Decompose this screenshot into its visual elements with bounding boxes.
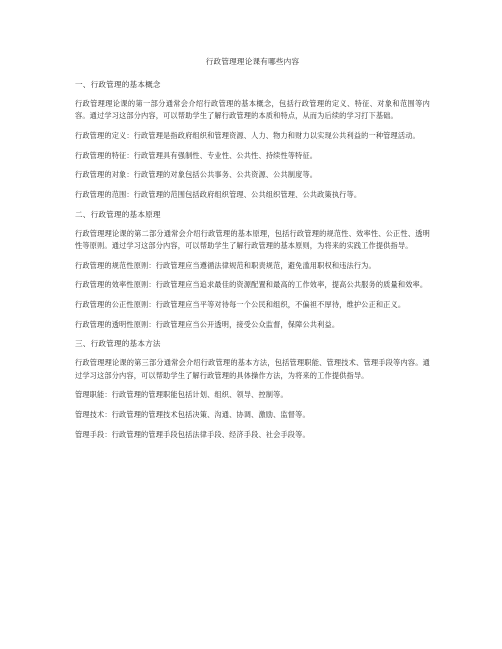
paragraph: 行政管理的效率性原则：行政管理应当追求最佳的资源配置和最高的工作效率，提高公共服务的质量和效率。: [75, 280, 428, 290]
paragraph: 行政管理的对象：行政管理的对象包括公共事务、公共资源、公共制度等。: [75, 170, 318, 180]
document-title: 行政管理理论课有哪些内容: [205, 57, 300, 66]
paragraph: 行政管理的定义：行政管理是指政府组织和管理资源、人力、物力和财力以实现公共利益的一种管理活动。: [75, 130, 420, 140]
paragraph: 管理职能：行政管理的管理职能包括计划、组织、领导、控制等。: [75, 390, 288, 400]
paragraph: 行政管理理论课的第三部分通常会介绍行政管理的基本方法，包括管理职能、管理技术、管理手段等内容。通过学习这部分内容，可以帮助学生了解行政管理的具体操作方法，为将来的工作提供指导。: [75, 358, 430, 380]
section-heading: 二、行政管理的基本原理: [75, 209, 161, 219]
paragraph: 行政管理的特征：行政管理具有强制性、专业性、公共性、持续性等特征。: [75, 150, 318, 160]
section-heading: 一、行政管理的基本概念: [75, 80, 161, 89]
paragraph: 行政管理的规范性原则：行政管理应当遵循法律规范和职责规范，避免滥用职权和违法行为。: [75, 260, 376, 270]
paragraph: 行政管理理论课的第一部分通常会介绍行政管理的基本概念，包括行政管理的定义、特征、对象和范围等内容。通过学习这部分内容，可以帮助学生了解行政管理的本质和特点，从而为后续的学习打下基础。: [75, 99, 430, 121]
section-heading: 三、行政管理的基本方法: [75, 339, 161, 349]
paragraph: 行政管理的范围：行政管理的范围包括政府组织管理、公共组织管理、公共政策执行等。: [75, 190, 362, 200]
paragraph: 行政管理的公正性原则：行政管理应当平等对待每一个公民和组织，不偏袒不厚待，维护公正和正义。: [75, 300, 406, 310]
paragraph: 管理技术：行政管理的管理技术包括决策、沟通、协调、激励、监督等。: [75, 410, 310, 420]
paragraph: 管理手段：行政管理的管理手段包括法律手段、经济手段、社会手段等。: [75, 429, 310, 439]
paragraph: 行政管理理论课的第二部分通常会介绍行政管理的基本原理，包括行政管理的规范性、效率性、公正性、透明性等原则。通过学习这部分内容，可以帮助学生了解行政管理的基本原则，为将来的实践工作提供指导。: [75, 228, 430, 250]
paragraph: 行政管理的透明性原则：行政管理应当公开透明，接受公众监督，保障公共利益。: [75, 319, 340, 329]
